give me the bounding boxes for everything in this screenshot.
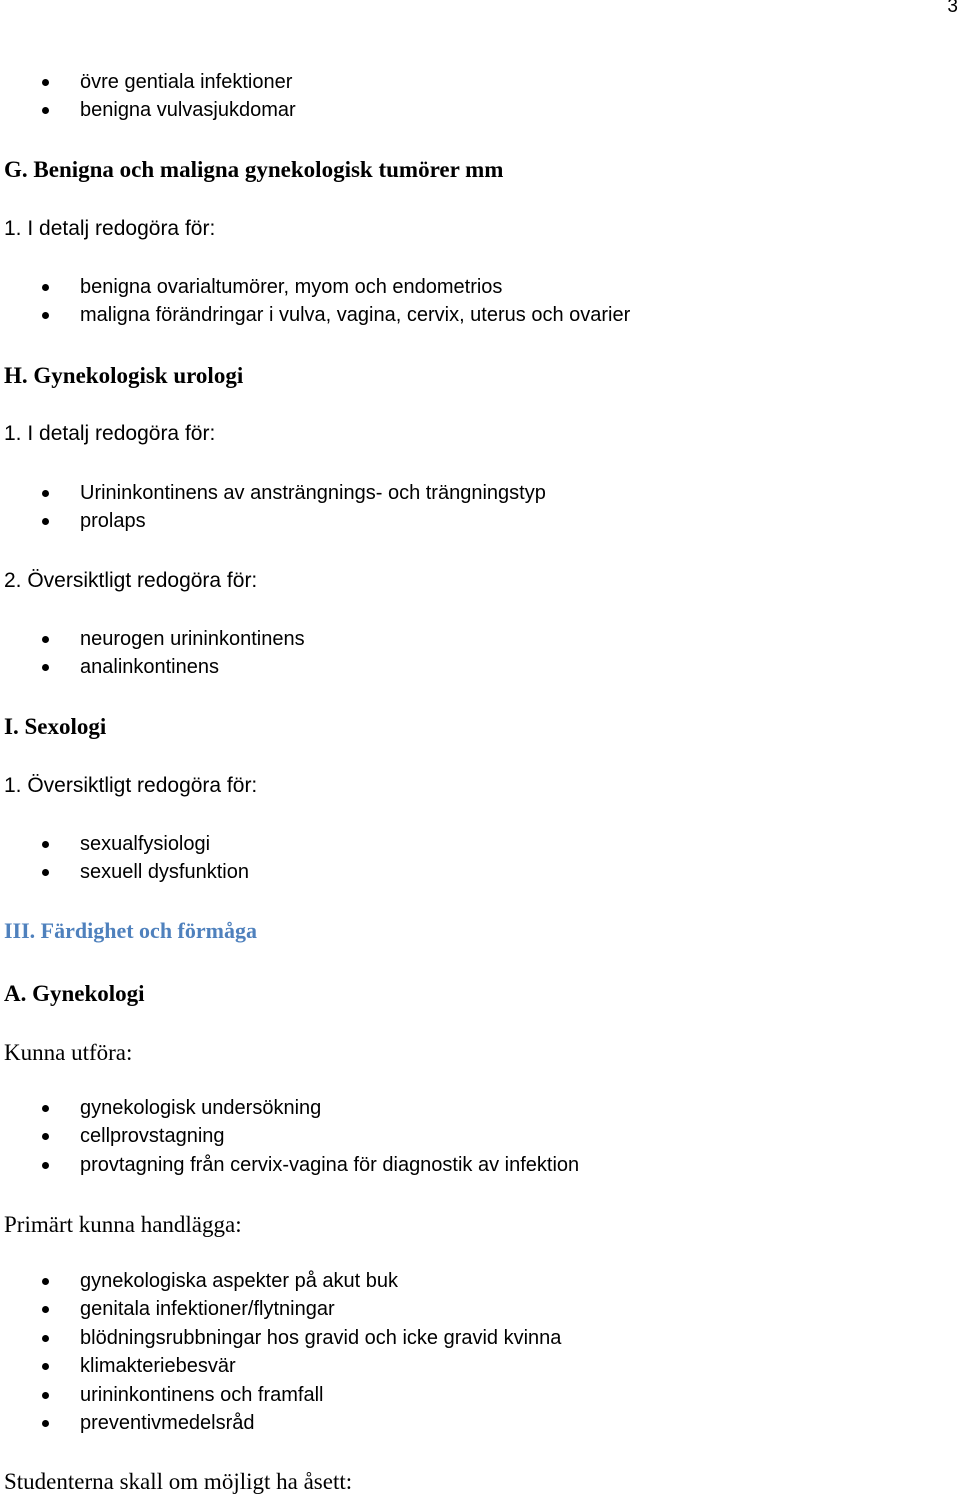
bullet-icon [42,1363,49,1370]
list-item: cellprovstagning [0,1122,579,1150]
bullet-icon [42,664,49,671]
subheading-i-overview: 1. Översiktligt redogöra för: [4,774,258,797]
page-number: 3 [947,0,958,17]
bullet-icon [42,1105,49,1112]
bullet-list-tumors [0,273,630,330]
bullet-icon [42,312,49,319]
bullet-icon [42,1335,49,1342]
bullet-icon [42,869,49,876]
bullet-icon [42,107,49,114]
bullet-icon [42,636,49,643]
bullet-icon [42,284,49,291]
list-item: gynekologiska aspekter på akut buk [0,1267,561,1295]
bullet-icon [42,841,49,848]
list-item: urininkontinens och framfall [0,1381,561,1409]
bullet-icon [42,1306,49,1313]
list-item: preventivmedelsråd [0,1409,561,1437]
bullet-icon [42,490,49,497]
bullet-icon [42,1162,49,1169]
list-item: klimakteriebesvär [0,1352,561,1380]
list-item: benigna vulvasjukdomar [0,96,296,124]
bullet-list-urology-overview [0,625,305,682]
list-item: övre gentiala infektioner [0,68,296,96]
list-item: prolaps [0,507,546,535]
list-item: maligna förändringar i vulva, vagina, cervix, uterus och ovarier [0,301,630,329]
list-item: neurogen urininkontinens [0,625,305,653]
bullet-icon [42,1420,49,1427]
bullet-list-urology-detail [0,479,546,536]
bullet-list-sexology [0,830,249,887]
bullet-icon [42,518,49,525]
list-item: blödningsrubbningar hos gravid och icke gravid kvinna [0,1324,561,1352]
list-item: gynekologisk undersökning [0,1094,579,1122]
subheading-handle: Primärt kunna handlägga: [4,1212,242,1237]
section-heading-g: G. Benigna och maligna gynekologisk tumörer mm [4,157,504,182]
list-item: sexualfysiologi [0,830,249,858]
subheading-h-overview: 2. Översiktligt redogöra för: [4,569,258,592]
subheading-g-detail: 1. I detalj redogöra för: [4,217,216,240]
section-heading-h: H. Gynekologisk urologi [4,363,244,388]
section-heading-iii: III. Färdighet och förmåga [4,918,257,943]
list-item: provtagning från cervix-vagina för diagnostik av infektion [0,1151,579,1179]
subheading-h-detail: 1. I detalj redogöra för: [4,422,216,445]
subheading-perform: Kunna utföra: [4,1040,133,1065]
bullet-list-infections [0,68,296,125]
bullet-icon [42,1278,49,1285]
bullet-icon [42,1133,49,1140]
bullet-list-perform [0,1094,579,1179]
section-heading-i: I. Sexologi [4,714,107,739]
list-item: sexuell dysfunktion [0,858,249,886]
section-heading-a: A. Gynekologi [4,981,145,1006]
list-item: Urininkontinens av ansträngnings- och trängningstyp [0,479,546,507]
list-item: genitala infektioner/flytningar [0,1295,561,1323]
bullet-list-handle [0,1267,561,1437]
bullet-icon [42,79,49,86]
list-item: benigna ovarialtumörer, myom och endometrios [0,273,630,301]
bullet-icon [42,1392,49,1399]
subheading-observed: Studenterna skall om möjligt ha åsett: [4,1469,353,1494]
list-item: analinkontinens [0,653,305,681]
